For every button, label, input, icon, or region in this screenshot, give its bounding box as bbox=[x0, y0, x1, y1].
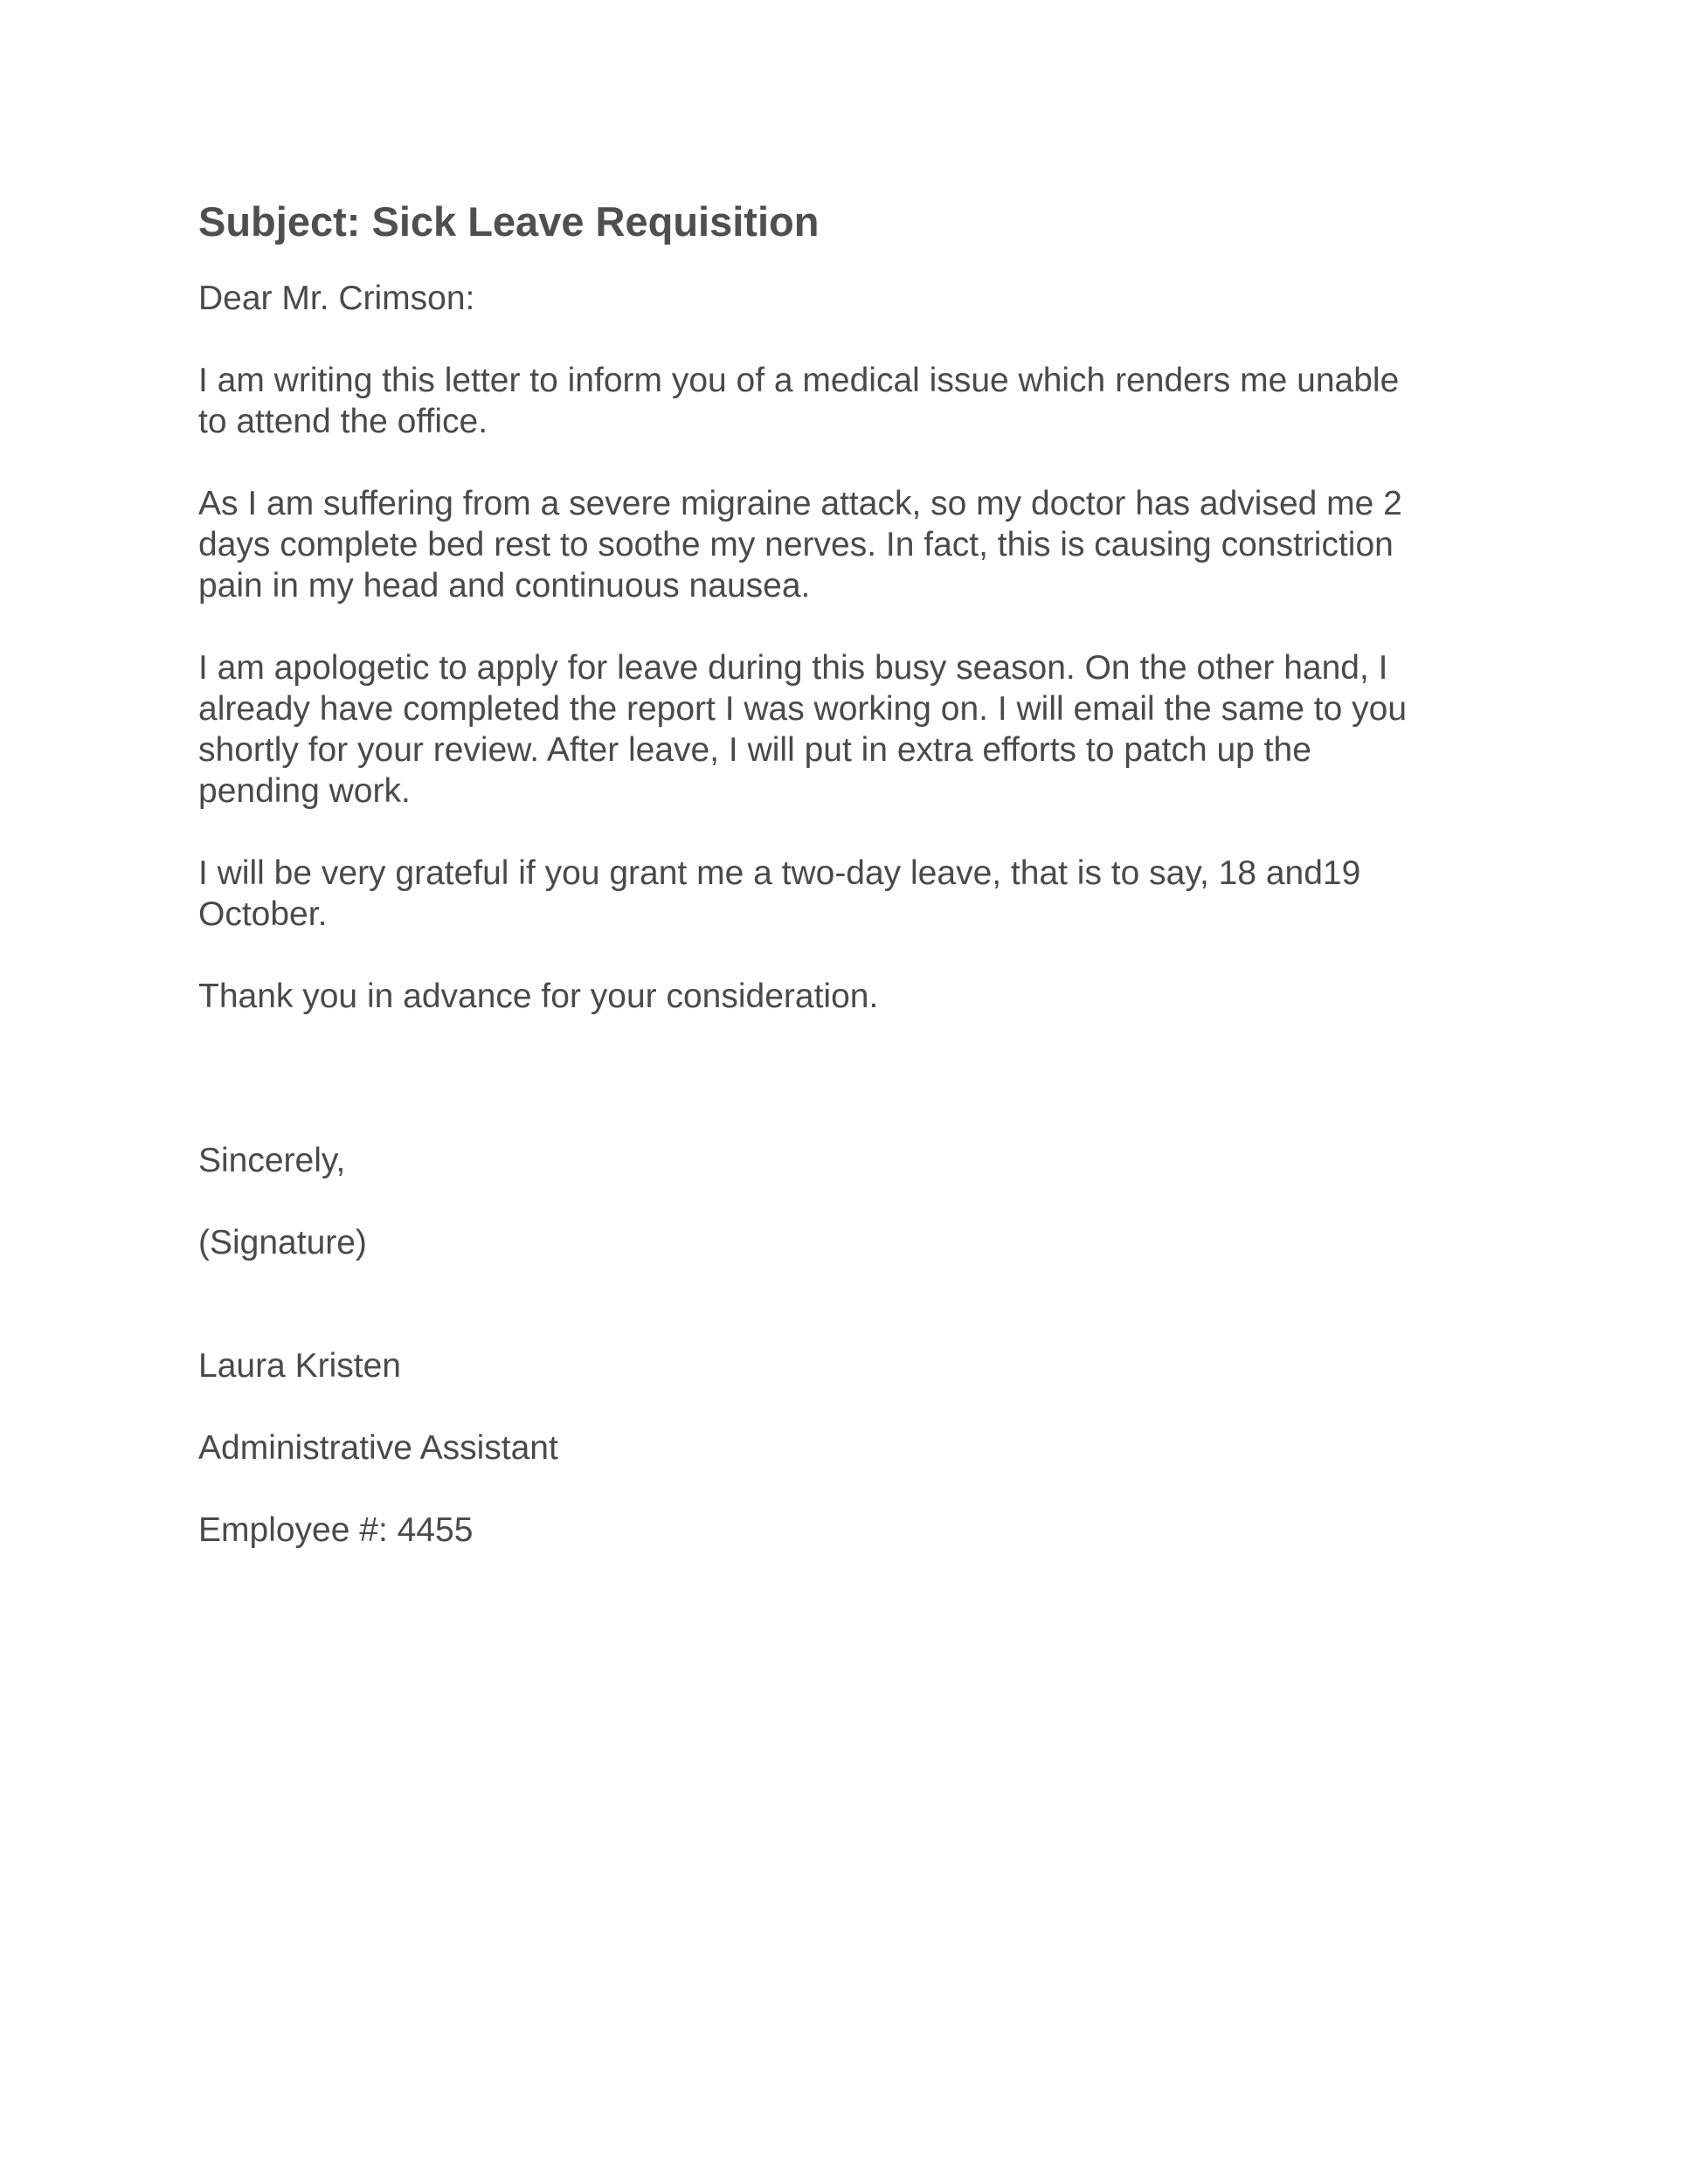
signature-placeholder: (Signature) bbox=[198, 1224, 367, 1261]
letter-closing: Sincerely, bbox=[198, 1142, 346, 1179]
letter-paragraph-1: I am writing this letter to inform you of a medical issue which renders me unable to attend the office. bbox=[198, 362, 1400, 440]
letter-paragraph-5: Thank you in advance for your consideration. bbox=[198, 978, 879, 1015]
letter-body bbox=[198, 196, 1526, 1633]
closing-spacer bbox=[198, 1058, 1526, 1140]
employee-id: Employee #: 4455 bbox=[198, 1511, 474, 1549]
letter-subject: Subject: Sick Leave Requisition bbox=[198, 198, 820, 245]
sender-name: Laura Kristen bbox=[198, 1347, 401, 1385]
letter-salutation: Dear Mr. Crimson: bbox=[198, 280, 475, 317]
letter-paragraph-3: I am apologetic to apply for leave during this busy season. On the other hand, I already have completed the report I was working on. I will email the same to you shortly for your review. After leave, I will put in extra efforts to patch up the pending work. bbox=[198, 649, 1408, 810]
letter-paragraph-2: As I am suffering from a severe migraine attack, so my doctor has advised me 2 days complete bed rest to soothe my nerves. In fact, this is causing constriction pain in my head and continuous nausea. bbox=[198, 485, 1402, 605]
letter-paragraph-4: I will be very grateful if you grant me a two-day leave, that is to say, 18 and19 October. bbox=[198, 854, 1361, 933]
sender-block bbox=[198, 1304, 1526, 1592]
sender-title: Administrative Assistant bbox=[198, 1429, 558, 1467]
